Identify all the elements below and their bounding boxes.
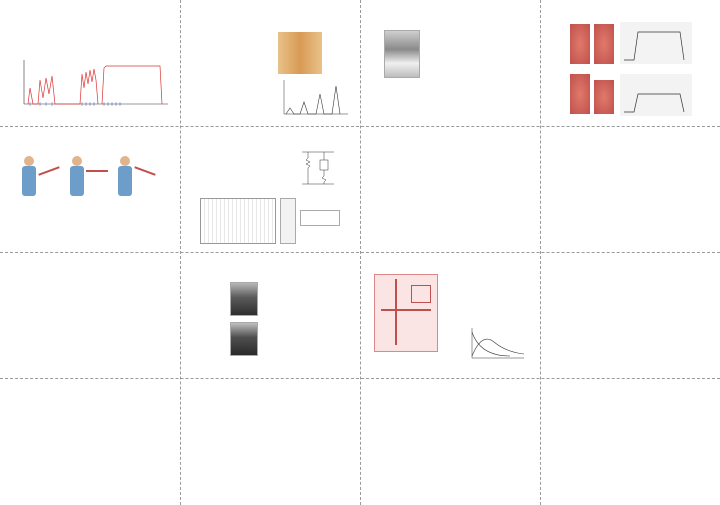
muscle-fiber-illustration xyxy=(278,32,322,74)
slide-nobel-1922[interactable] xyxy=(180,252,360,378)
sarcomere-diagram xyxy=(200,198,276,244)
portrait-photo xyxy=(384,30,420,78)
slide-exercise-effects[interactable] xyxy=(540,126,720,252)
slide-energy-metabolism[interactable] xyxy=(0,252,180,378)
slide-clinical-significance[interactable] xyxy=(180,378,360,504)
isometric-graph xyxy=(620,22,692,64)
energy-graph xyxy=(470,326,526,360)
spring-model xyxy=(298,148,338,188)
recruitment-graph xyxy=(280,78,350,118)
isotonic-graph xyxy=(620,74,692,116)
text-box xyxy=(280,198,296,244)
figure-image xyxy=(20,148,160,216)
slide-henneman[interactable] xyxy=(360,0,540,126)
slide-frequency-summation[interactable] xyxy=(0,0,180,126)
slide-metabolic-processes[interactable] xyxy=(360,252,540,378)
muscle-illustration xyxy=(594,80,614,114)
metabolic-diagram xyxy=(374,274,438,352)
slide-dystrophy[interactable] xyxy=(360,378,540,504)
text-box xyxy=(300,210,340,226)
slide-hill-model[interactable] xyxy=(0,126,180,252)
portrait-meyerhof xyxy=(230,282,258,316)
tension-graph xyxy=(20,58,170,110)
slide-muscle-disease[interactable] xyxy=(0,378,180,504)
muscle-illustration xyxy=(570,74,590,114)
slide-contraction-types[interactable] xyxy=(540,0,720,126)
portrait-hill xyxy=(230,322,258,356)
muscle-illustration xyxy=(594,24,614,64)
slide-hill-muscle-model[interactable] xyxy=(180,126,360,252)
slide-heat-production[interactable] xyxy=(540,252,720,378)
slide-multiple-fiber-summation[interactable] xyxy=(180,0,360,126)
slide-smooth-muscle[interactable] xyxy=(540,378,720,504)
slide-fiber-types[interactable] xyxy=(360,126,540,252)
muscle-illustration xyxy=(570,24,590,64)
